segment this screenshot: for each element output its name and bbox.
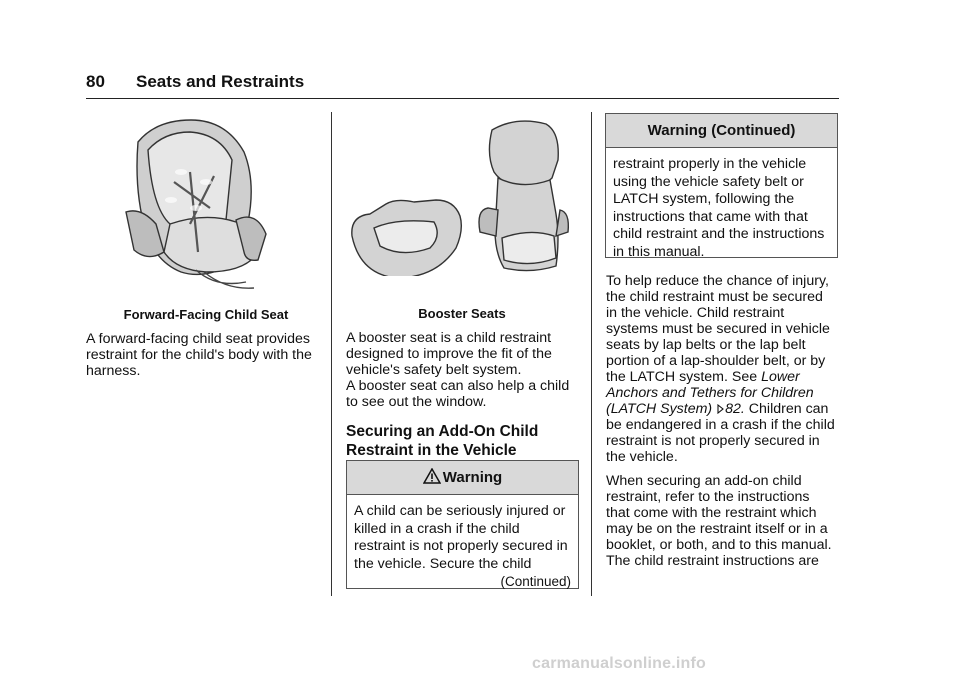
page-number: 80 <box>86 72 105 91</box>
heading-line: Securing an Add-On Child <box>346 423 539 440</box>
cross-reference-link[interactable]: Anchors and Tethers for Children <box>606 385 814 401</box>
page-reference[interactable]: 82. <box>725 401 745 417</box>
instructions-paragraph <box>606 473 842 569</box>
text-line: in this manual. <box>613 243 705 260</box>
booster-seats-illustration <box>346 118 578 276</box>
cross-reference-link[interactable]: (LATCH System) <box>606 401 713 417</box>
warning-continued-header: Warning (Continued) <box>606 114 837 148</box>
column-2 <box>346 118 581 460</box>
continued-label: (Continued) <box>500 574 571 590</box>
text-line: To help reduce the chance of injury, <box>606 273 829 289</box>
text-line: in the vehicle. Child restraint <box>606 305 785 321</box>
text-line: booklet, or both, and to this manual. <box>606 537 832 553</box>
text-line: killed in a crash if the child <box>354 520 520 537</box>
text-line: A forward-facing child seat provides <box>86 331 310 347</box>
heading-line: Restraint in the Vehicle <box>346 442 517 459</box>
cross-reference-link[interactable]: Lower <box>761 369 800 385</box>
warning-icon <box>423 468 441 484</box>
text-line: A child can be seriously injured or <box>354 503 566 519</box>
text-line: restraint for the child's body with the <box>86 347 312 363</box>
warning-continued-body <box>606 148 837 262</box>
text-line: that come with the restraint which <box>606 505 817 521</box>
text-line: portion of a lap-shoulder belt, or by <box>606 353 826 369</box>
text-line: restraint is not properly secured in <box>354 538 568 555</box>
text-line: using the vehicle safety belt or <box>613 173 804 190</box>
booster-seat-paragraph <box>346 330 581 410</box>
text-line: vehicle's safety belt system. <box>346 362 522 378</box>
section-heading <box>346 422 581 460</box>
text-line: When securing an add-on child <box>606 473 802 489</box>
text-line: be endangered in a crash if the child <box>606 417 835 433</box>
text-line: restraint properly in the vehicle <box>613 156 807 172</box>
text-line: restraint, refer to the instructions <box>606 489 810 505</box>
text-line: LATCH system, following the <box>613 191 795 208</box>
forward-facing-paragraph <box>86 331 331 379</box>
text-line: the child restraint must be secured <box>606 289 823 305</box>
text-line: systems must be secured in vehicle <box>606 321 830 337</box>
warning-header <box>347 461 578 495</box>
text-line: Children can <box>744 401 829 417</box>
warning-continued-box <box>605 113 838 258</box>
text-line: A booster seat is a child restraint <box>346 330 552 346</box>
text-line: designed to improve the fit of the <box>346 346 552 362</box>
text-line: instructions that came with that <box>613 208 808 225</box>
text-line: the vehicle. Secure the child <box>354 555 532 572</box>
warning-title: Warning <box>442 469 503 486</box>
page-reference-icon <box>716 404 725 414</box>
securing-paragraph <box>606 273 842 465</box>
text-line: child restraint and the instructions <box>613 226 825 243</box>
section-title: Seats and Restraints <box>136 72 305 91</box>
watermark: carmanualsonline.info <box>532 655 707 672</box>
column-divider-right <box>591 112 592 596</box>
column-3 <box>606 273 842 569</box>
text-line: seats by lap belts or the lap belt <box>606 337 806 353</box>
text-line: restraint is not properly secured in <box>606 433 820 449</box>
warning-box <box>346 460 579 589</box>
text-line: may be on the restraint itself or in a <box>606 521 828 537</box>
forward-facing-caption: Forward-Facing Child Seat <box>123 307 289 322</box>
text-line: harness. <box>86 363 141 379</box>
text-line: A booster seat can also help a child <box>346 378 570 394</box>
page-header <box>86 72 839 99</box>
booster-seats-caption: Booster Seats <box>418 306 506 321</box>
text-line: the vehicle. <box>606 449 678 465</box>
text-line: The child restraint instructions are <box>606 553 819 569</box>
warning-body <box>347 495 578 591</box>
column-1 <box>86 112 331 379</box>
forward-facing-child-seat-illustration <box>86 112 326 292</box>
text-line: to see out the window. <box>346 394 487 410</box>
column-divider-left <box>331 112 332 596</box>
text-line: the LATCH system. See <box>606 369 762 385</box>
